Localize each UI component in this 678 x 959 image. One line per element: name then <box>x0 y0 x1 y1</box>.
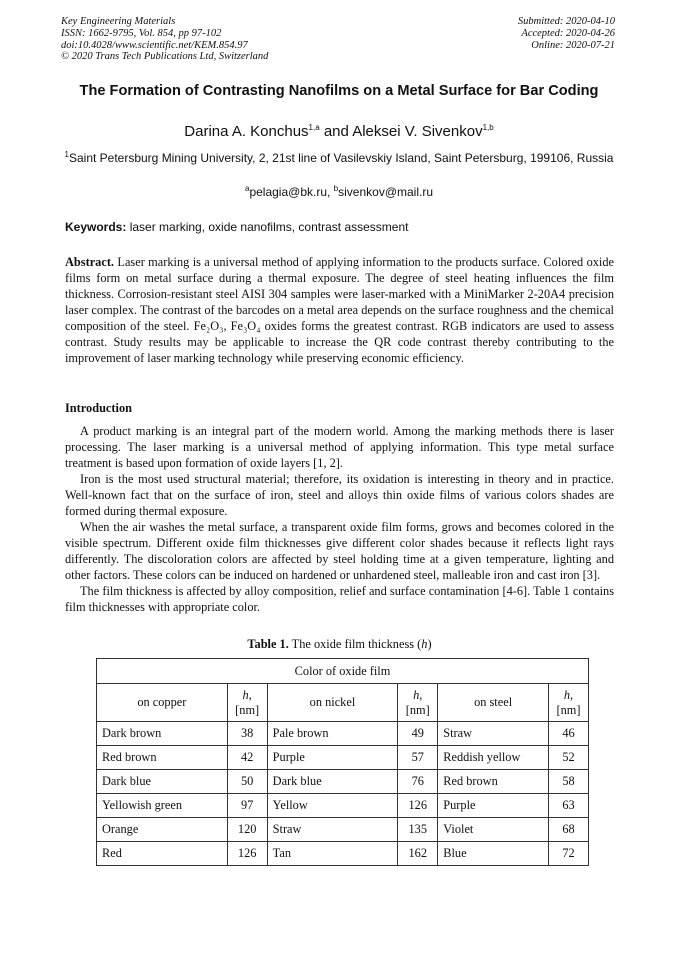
table-cell: Reddish yellow <box>438 746 549 770</box>
affiliation <box>60 150 618 167</box>
submitted-date: Submitted: 2020-04-10 <box>517 16 615 27</box>
author-2: Aleksei V. Sivenkov <box>352 123 483 140</box>
email-separator: , <box>327 185 334 199</box>
doi-line: doi:10.4028/www.scientific.net/KEM.854.97 <box>61 39 248 51</box>
paragraph: The film thickness is affected by alloy composition, relief and surface contamination [4-6]. Table 1 contains film thicknesses with appropriate color. <box>65 584 614 614</box>
affiliation-mark: 1 <box>64 150 69 159</box>
table-cell: Yellowish green <box>97 794 228 818</box>
table-cell: 50 <box>227 770 267 794</box>
author-1: Darina A. Konchus <box>184 123 309 140</box>
table-row <box>97 746 589 770</box>
table-cell: Violet <box>438 818 549 842</box>
table-caption-end: ) <box>427 637 432 651</box>
table-cell: Red <box>97 842 228 866</box>
table-cell: Purple <box>267 746 398 770</box>
table-caption <box>65 636 614 652</box>
abstract <box>65 254 614 366</box>
submission-dates <box>518 16 615 51</box>
table-cell: 162 <box>398 842 438 866</box>
table-cell: 126 <box>227 842 267 866</box>
online-date: Online: 2020-07-21 <box>531 39 615 51</box>
table-group-header-row <box>97 659 589 684</box>
keywords-text: laser marking, oxide nanofilms, contrast assessment <box>126 220 409 234</box>
paragraph: When the air washes the metal surface, a transparent oxide film forms, grows and becomes colored in the visible spectrum. Different oxide film thicknesses give different color shades because it reflects light rays differently. The discoloration colors are affected by steel holding time at a given temperature, lighting and other factors. These colors can be induced on hardened or unhardened steel, malleable iron and cast iron [3]. <box>65 520 614 582</box>
table-caption-text: The oxide film thickness ( <box>288 637 422 651</box>
table-cell: 135 <box>398 818 438 842</box>
table-cell: Dark blue <box>267 770 398 794</box>
table-cell: 120 <box>227 818 267 842</box>
author-1-affil: 1,a <box>308 123 320 132</box>
author-line <box>60 123 618 141</box>
email-a-mark: a <box>244 184 250 193</box>
table-header-row <box>97 684 589 722</box>
table-cell: Straw <box>438 722 549 746</box>
journal-name: Key Engineering Materials <box>61 16 176 27</box>
paragraph: Iron is the most used structural material; therefore, its oxidation is interesting in theory and in practice. Well-known fact that on the surface of iron, steel and alloys thin oxide films of various colors shades are formed during thermal exposure. <box>65 472 614 518</box>
table-cell: Yellow <box>267 794 398 818</box>
table-cell: Pale brown <box>267 722 398 746</box>
table-cell: 126 <box>398 794 438 818</box>
table-row <box>97 770 589 794</box>
paper-title: The Formation of Contrasting Nanofilms on a Metal Surface for Bar Coding <box>79 83 599 99</box>
keywords <box>65 219 615 235</box>
table-cell: 58 <box>548 770 588 794</box>
table-cell: 76 <box>398 770 438 794</box>
email-b[interactable]: sivenkov@mail.ru <box>338 185 433 199</box>
table-row <box>97 794 589 818</box>
table-cell: Dark brown <box>97 722 228 746</box>
table-cell: Purple <box>438 794 549 818</box>
author-2-affil: 1,b <box>482 123 494 132</box>
table-cell: Straw <box>267 818 398 842</box>
table-caption-label: Table 1. <box>247 637 289 651</box>
section-heading-introduction: Introduction <box>65 401 132 415</box>
abstract-text: Laser marking is a universal method of applying information to the products surface. Colored oxide films form on metal surface during a thermal exposure. The degree of steel heating influences the film thickness. Corrosion-resistant steel AISI 304 samples were laser-marked with a MiniMarker 2-20A4 precision laser complex. The contrast of the barcodes on a metal area depends on the surface roughness and the chemical composition of the steel. Fe₂O₃, Fe₃O₄ oxides forms the greatest contrast. RGB indicators are used to assess contrast. Study results may be applicable to increase the QR code contrast thereby contributing to the improvement of laser marking technology while preserving economic efficiency. <box>65 255 614 365</box>
keywords-label: Keywords: <box>65 220 127 234</box>
accepted-date: Accepted: 2020-04-26 <box>521 27 615 39</box>
group-header: Color of oxide film <box>97 659 589 684</box>
email-a[interactable]: pelagia@bk.ru <box>249 185 327 199</box>
author-emails <box>60 184 618 200</box>
table-cell: Red brown <box>438 770 549 794</box>
table-cell: 49 <box>398 722 438 746</box>
copyright-line: © 2020 Trans Tech Publications Ltd, Switzerland <box>61 51 269 63</box>
table-cell: 68 <box>548 818 588 842</box>
affiliation-text: Saint Petersburg Mining University, 2, 21st line of Vasilevskiy Island, Saint Petersburg, 199106, Russia <box>68 151 614 165</box>
paragraph: A product marking is an integral part of the modern world. Among the marking methods there is laser processing. The laser marking is a universal method of applying information. This type metal surface treatment is based upon formation of oxide layers [1, 2]. <box>65 424 614 470</box>
table-cell: Blue <box>438 842 549 866</box>
col-header-copper: on copper <box>97 684 228 722</box>
introduction-body <box>65 423 614 615</box>
col-header-thickness: h, [nm] <box>548 684 588 722</box>
issn-line: ISSN: 1662-9795, Vol. 854, pp 97-102 <box>61 27 222 39</box>
table-row <box>97 842 589 866</box>
table-cell: Red brown <box>97 746 228 770</box>
journal-info <box>61 16 268 63</box>
abstract-label: Abstract. <box>65 255 115 269</box>
table-cell: Tan <box>267 842 398 866</box>
table-cell: 52 <box>548 746 588 770</box>
author-connector: and <box>319 123 353 140</box>
table-row <box>97 722 589 746</box>
table-cell: 57 <box>398 746 438 770</box>
table-row <box>97 818 589 842</box>
table-cell: 42 <box>227 746 267 770</box>
col-header-nickel: on nickel <box>267 684 398 722</box>
email-b-mark: b <box>333 184 339 193</box>
table-cell: Dark blue <box>97 770 228 794</box>
table-cell: 46 <box>548 722 588 746</box>
col-header-steel: on steel <box>438 684 549 722</box>
table-cell: Orange <box>97 818 228 842</box>
table-cell: 97 <box>227 794 267 818</box>
col-header-thickness: h, [nm] <box>398 684 438 722</box>
table-caption-variable: h <box>421 637 428 651</box>
table-cell: 38 <box>227 722 267 746</box>
oxide-film-table <box>96 658 589 866</box>
table-cell: 72 <box>548 842 588 866</box>
col-header-thickness: h, [nm] <box>227 684 267 722</box>
table-cell: 63 <box>548 794 588 818</box>
